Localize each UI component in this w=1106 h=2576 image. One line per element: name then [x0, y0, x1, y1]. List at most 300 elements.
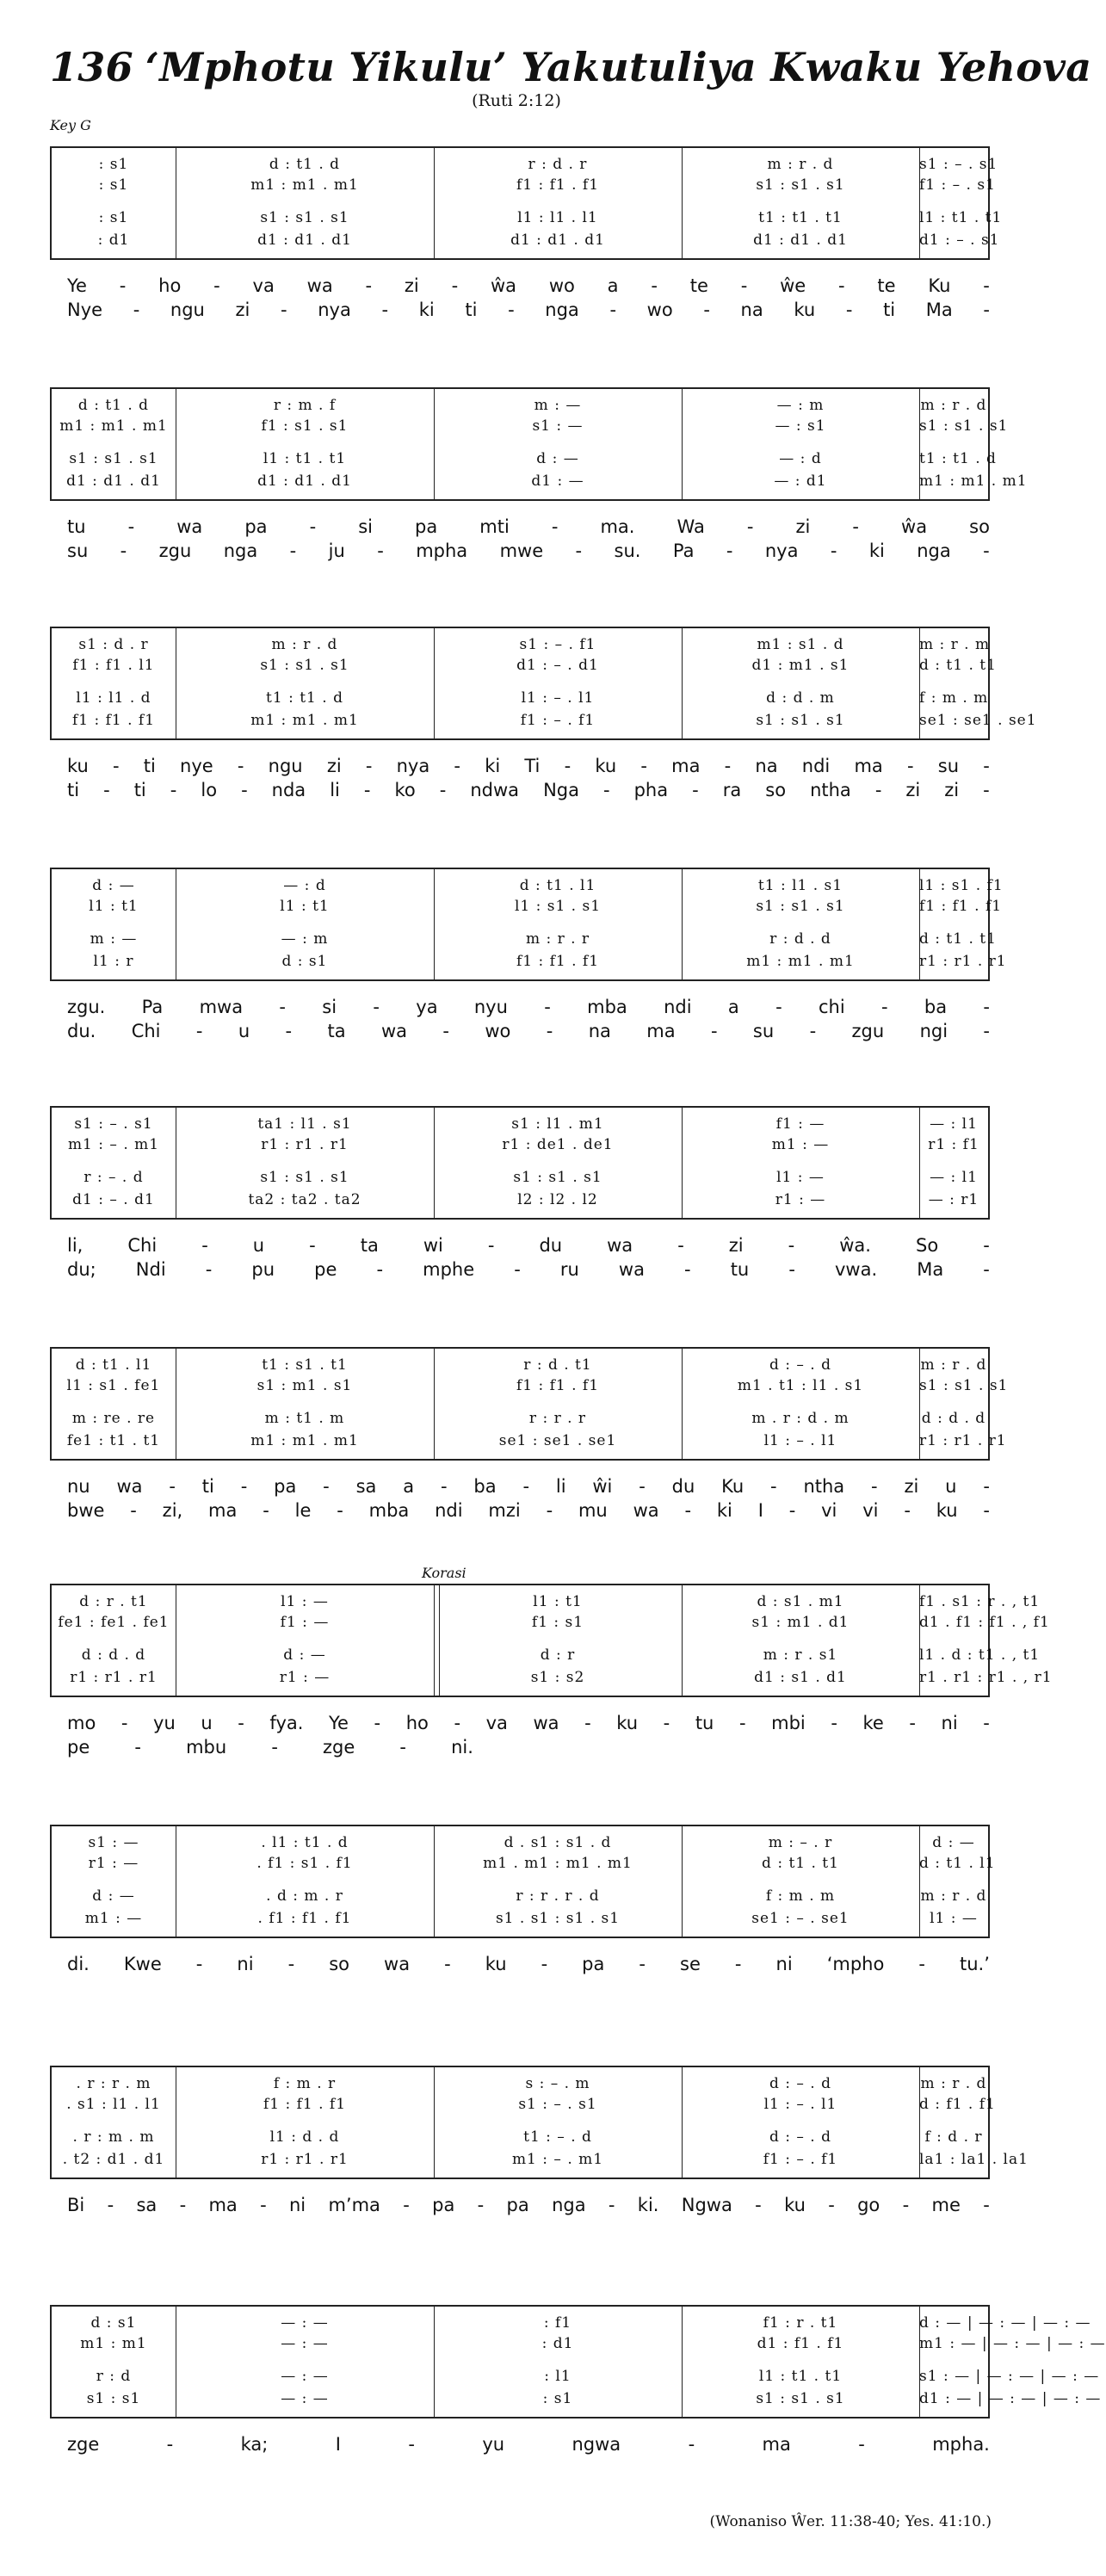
lyric-syllable: pa [415, 516, 438, 537]
note-cell: — : s1 [775, 417, 826, 435]
lyric-syllable: - [663, 1713, 670, 1733]
note-cell: f1 : f1 . f1 [516, 953, 600, 970]
lyric-syllable: - [170, 780, 177, 800]
note-cell: fe1 : fe1 . fe1 [58, 1614, 170, 1631]
lyric-syllable: su. [614, 541, 641, 561]
lyric-syllable: I [335, 2434, 341, 2455]
note-cell: s1 : s1 . s1 [919, 1377, 1009, 1394]
note-cell: f : m . r [273, 2075, 337, 2092]
note-cell: s1 : s1 . s1 [919, 417, 1009, 435]
lyric-syllable: wa [116, 1476, 143, 1497]
lyric-syllable: pa [432, 2195, 455, 2215]
lyric-syllable: - [281, 300, 287, 320]
lyric-syllable: - [703, 300, 710, 320]
lyric-syllable: - [130, 1500, 137, 1521]
lyric-syllable: - [608, 2195, 615, 2215]
note-cell: s1 : s1 . s1 [260, 1169, 349, 1186]
lyric-syllable: Pa [141, 997, 164, 1017]
lyric-syllable: - [442, 1021, 449, 1041]
lyric-syllable: sa [136, 2195, 158, 2215]
lyric-syllable: - [983, 275, 990, 296]
lyric-syllable: nda [271, 780, 306, 800]
lyric-line [67, 1735, 473, 1759]
lyric-syllable: du. [67, 1021, 96, 1041]
note-cell: d : – . d [769, 1356, 831, 1374]
lyric-syllable: - [983, 1235, 990, 1256]
note-cell: l1 : t1 . t1 [919, 209, 1003, 226]
note-cell: — : — [281, 2368, 329, 2385]
lyric-syllable: - [522, 1476, 530, 1497]
lyric-syllable: Ngwa [681, 2195, 732, 2215]
note-cell: d : s1 . m1 [757, 1593, 844, 1610]
lyric-syllable: - [179, 2195, 187, 2215]
lyric-syllable: ndi [664, 997, 692, 1017]
lyric-syllable: wo [646, 300, 673, 320]
note-cell: s1 : s1 . s1 [756, 898, 845, 915]
lyric-syllable: - [906, 756, 914, 776]
note-cell: f1 : — [775, 1115, 825, 1133]
lyric-line [67, 515, 990, 539]
lyric-syllable: me [931, 2195, 961, 2215]
note-cell: l1 : l1 . l1 [517, 209, 598, 226]
note-cell: ta2 : ta2 . ta2 [248, 1191, 361, 1208]
lyric-syllable: Pa [672, 541, 695, 561]
note-cell: l1 : t1 [533, 1593, 583, 1610]
lyric-syllable: mba [587, 997, 627, 1017]
lyrics-block [50, 1474, 990, 1526]
lyric-syllable: ni [941, 1713, 958, 1733]
note-cell: d . s1 : s1 . d [504, 1834, 612, 1851]
music-system [50, 1825, 996, 1938]
lyric-syllable: te [877, 275, 896, 296]
lyric-syllable: sa [355, 1476, 377, 1497]
lyric-syllable: - [263, 1500, 269, 1521]
lyric-syllable: ku [485, 1954, 507, 1974]
voice-row [52, 1907, 988, 1930]
lyric-syllable: - [289, 541, 297, 561]
note-cell: l1 : t1 . t1 [263, 450, 347, 467]
note-cell: — : l1 [930, 1169, 978, 1186]
lyric-syllable: - [195, 1954, 203, 1974]
lyric-syllable: wo [485, 1021, 511, 1041]
note-cell: m1 : — [771, 1136, 830, 1153]
lyric-syllable: Wa [677, 516, 705, 537]
note-cell: se1 : – . se1 [751, 1910, 850, 1927]
voice-row [52, 687, 988, 709]
note-cell: s1 : – . f1 [519, 636, 596, 653]
lyric-syllable: - [133, 300, 140, 320]
note-cell: — : d1 [774, 473, 827, 490]
note-cell: m1 : m1 [80, 2335, 147, 2352]
note-cell: l1 : t1 [89, 898, 139, 915]
lyric-syllable: zi [795, 516, 811, 537]
note-cell: d : — [92, 877, 135, 894]
note-cell: r1 . r1 : r1 . , r1 [919, 1669, 1053, 1686]
lyric-syllable: nga [552, 2195, 586, 2215]
note-cell: — : — [281, 2335, 329, 2352]
note-cell: d : t1 . d [77, 397, 150, 414]
lyric-line [67, 1474, 990, 1498]
note-cell: f1 : f1 . f1 [516, 1377, 600, 1394]
lyric-syllable: mwa [199, 997, 244, 1017]
note-cell: la1 : la1 . la1 [919, 2151, 1029, 2168]
note-cell: r : r . r . d [516, 1887, 600, 1905]
note-cell: . l1 : t1 . d [261, 1834, 349, 1851]
lyric-syllable: - [237, 756, 244, 776]
lyric-syllable: - [238, 1713, 244, 1733]
note-cell: t1 : l1 . s1 [757, 877, 843, 894]
lyric-syllable: - [983, 1500, 990, 1521]
key-signature: Key G [50, 117, 91, 133]
note-cell: s : – . m [525, 2075, 590, 2092]
note-cell: m1 : m1 . m1 [250, 1432, 359, 1449]
lyric-syllable: nya [396, 756, 430, 776]
lyric-syllable: tu [67, 516, 86, 537]
note-cell: s1 : m1 . d1 [751, 1614, 850, 1631]
lyric-syllable: - [309, 1235, 316, 1256]
lyric-syllable: - [830, 541, 837, 561]
lyric-syllable: so [765, 780, 787, 800]
note-cell: : s1 [98, 209, 129, 226]
note-cell: s1 : — [88, 1834, 139, 1851]
note-cell: : l1 [544, 2368, 572, 2385]
note-cell: l1 : s1 . s1 [514, 898, 602, 915]
lyric-syllable: - [983, 2195, 990, 2215]
lyric-syllable: - [454, 1713, 461, 1733]
note-cell: m1 : m1 . m1 [919, 473, 1028, 490]
note-cell: r : r . r [528, 1410, 587, 1427]
lyric-syllable: ngu [170, 300, 205, 320]
lyric-syllable: - [640, 756, 647, 776]
lyric-syllable: zge [323, 1737, 355, 1757]
lyric-syllable: ti [67, 780, 80, 800]
voice-row [52, 874, 1004, 897]
lyric-syllable: li [330, 780, 340, 800]
lyric-syllable: go [857, 2195, 880, 2215]
lyric-syllable: su [752, 1021, 775, 1041]
lyric-syllable: - [195, 1021, 203, 1041]
note-cell: d : t1 . d [269, 156, 341, 173]
lyric-syllable: - [788, 1259, 795, 1280]
lyric-syllable: - [107, 2195, 114, 2215]
lyric-syllable: Ye [329, 1713, 349, 1733]
lyric-syllable: ta [360, 1235, 379, 1256]
lyric-syllable: wa [533, 1713, 559, 1733]
voice-row [52, 2126, 988, 2148]
lyric-syllable: - [639, 1954, 646, 1974]
lyric-line [67, 2193, 990, 2217]
note-cell: m1 . t1 : l1 . s1 [737, 1377, 864, 1394]
note-cell: . t2 : d1 . d1 [62, 2151, 165, 2168]
music-system [50, 627, 1037, 740]
lyric-syllable: pe [314, 1259, 337, 1280]
lyric-syllable: - [724, 756, 732, 776]
lyric-syllable: - [838, 275, 845, 296]
note-cell: m1 : m1 . m1 [250, 176, 359, 194]
voice-row [52, 1430, 1007, 1452]
note-cell: l1 : — [930, 1910, 978, 1927]
note-cell: l1 . d : t1 . , t1 [919, 1646, 1041, 1664]
note-cell: m : r . d [920, 1887, 987, 1905]
note-cell: fe1 : t1 . t1 [66, 1432, 161, 1449]
note-cell: t1 : – . d [523, 2128, 592, 2146]
note-cell: r1 : r1 . r1 [261, 2151, 349, 2168]
lyric-syllable: - [374, 1713, 381, 1733]
note-cell: — : r1 [928, 1191, 979, 1208]
lyric-syllable: - [692, 780, 699, 800]
note-cell: s1 : — | — : — | — : — [919, 2368, 1100, 2385]
note-cell: t1 : s1 . t1 [262, 1356, 348, 1374]
lyric-syllable: wa [633, 1500, 659, 1521]
note-cell: f : d . r [924, 2128, 983, 2146]
lyric-syllable: ma [671, 756, 701, 776]
note-cell: r1 : r1 . r1 [70, 1669, 158, 1686]
lyric-syllable: - [983, 756, 990, 776]
note-cell: d1 : – . s1 [919, 232, 1000, 249]
lyric-syllable: - [546, 1500, 553, 1521]
lyric-syllable: zgu. [67, 997, 106, 1017]
lyric-syllable: tu [730, 1259, 750, 1280]
lyric-syllable: mzi [488, 1500, 521, 1521]
lyric-syllable: Bi [67, 2195, 85, 2215]
voice-row [52, 1113, 988, 1135]
lyric-syllable: ‘mpho [826, 1954, 885, 1974]
lyric-syllable: - [858, 2434, 865, 2455]
note-cell: r : d . t1 [523, 1356, 592, 1374]
note-cell: — : m [776, 397, 825, 414]
note-cell: f1 : f1 . f1 [263, 2096, 347, 2113]
lyric-syllable: - [575, 541, 583, 561]
note-cell: d : r . t1 [79, 1593, 148, 1610]
lyric-syllable: ŵa [901, 516, 928, 537]
note-cell: — : d [779, 450, 822, 467]
lyric-syllable: di. [67, 1954, 90, 1974]
note-cell: m1 : – . m1 [511, 2151, 604, 2168]
lyric-syllable: Nye [67, 300, 103, 320]
lyrics-block [50, 1233, 990, 1285]
lyric-syllable: - [514, 1259, 521, 1280]
lyric-syllable: - [201, 1235, 208, 1256]
lyric-syllable: te [689, 275, 708, 296]
note-cell: f1 : f1 . l1 [72, 657, 155, 674]
note-cell: s1 : – . s1 [518, 2096, 597, 2113]
note-cell: f1 . s1 : r . , t1 [919, 1593, 1041, 1610]
lyric-syllable: ba [473, 1476, 497, 1497]
footer-references: (Wonaniso Ŵer. 11:38-40; Yes. 41:10.) [709, 2513, 992, 2530]
note-cell: d : — [932, 1834, 975, 1851]
voice-row [52, 709, 1037, 732]
lyric-syllable: nga [917, 541, 951, 561]
voice-row [52, 2073, 988, 2095]
lyrics-block [50, 515, 990, 566]
lyric-syllable: zi [904, 1476, 919, 1497]
lyric-syllable: - [831, 1713, 837, 1733]
voice-row [52, 950, 1007, 973]
lyric-syllable: - [775, 997, 782, 1017]
note-cell: d : t1 . l1 [919, 1855, 996, 1872]
lyric-syllable: ntha [810, 780, 851, 800]
lyric-line [67, 1952, 990, 1976]
lyric-syllable: ku [794, 300, 816, 320]
note-cell: d1 : d1 . d1 [257, 232, 352, 249]
note-cell: l2 : l2 . l2 [517, 1191, 598, 1208]
note-cell: s1 : s1 . s1 [513, 1169, 602, 1186]
hymn-title [50, 43, 1092, 91]
note-cell: f1 : f1 . f1 [71, 712, 156, 729]
note-cell: : d1 [541, 2335, 574, 2352]
note-cell: m : r . d [920, 2075, 987, 2092]
lyric-syllable: - [365, 275, 373, 296]
note-cell: m : – . r [768, 1834, 833, 1851]
lyric-syllable: li, [67, 1235, 83, 1256]
lyric-syllable: ho [405, 1713, 429, 1733]
lyric-line [67, 778, 990, 802]
lyric-syllable: - [544, 997, 551, 1017]
note-cell: m : r . d [767, 156, 834, 173]
note-cell: d : s1 [90, 2314, 137, 2332]
note-cell: l1 : l1 . d [76, 689, 151, 707]
lyric-syllable: pa [506, 2195, 529, 2215]
lyric-syllable: zi [944, 780, 960, 800]
lyric-syllable: wa [384, 1954, 411, 1974]
voice-row [52, 1611, 1050, 1634]
lyric-syllable: - [439, 780, 447, 800]
lyric-syllable: - [684, 1500, 692, 1521]
lyric-syllable: ki [418, 300, 435, 320]
lyric-syllable: - [285, 1021, 293, 1041]
note-cell: r1 : — [279, 1669, 331, 1686]
lyrics-block [50, 1952, 990, 2004]
lyric-syllable: tu.’ [959, 1954, 990, 1974]
lyric-syllable: zi [404, 275, 419, 296]
lyric-syllable: zi [235, 300, 250, 320]
note-cell: f1 : – . f1 [520, 712, 596, 729]
lyric-syllable: - [403, 2195, 410, 2215]
lyric-syllable: ŵi [592, 1476, 613, 1497]
note-cell: l1 : — [776, 1169, 825, 1186]
lyric-syllable: m’ma [328, 2195, 380, 2215]
note-cell: d1 : f1 . f1 [757, 2335, 844, 2352]
voice-row [52, 470, 1028, 492]
lyric-syllable: - [845, 300, 853, 320]
lyric-syllable: pha [633, 780, 669, 800]
lyric-syllable: ti [465, 300, 478, 320]
note-cell: r : d . d [769, 930, 831, 948]
note-cell: f1 : r . t1 [763, 2314, 838, 2332]
note-cell: d1 : d1 . d1 [66, 473, 161, 490]
lyric-syllable: - [127, 516, 135, 537]
lyric-syllable: su [937, 756, 960, 776]
lyric-syllable: - [205, 1259, 213, 1280]
note-cell: d : t1 . t1 [919, 930, 997, 948]
note-cell: r1 : — [775, 1191, 826, 1208]
lyric-syllable: ti [201, 1476, 214, 1497]
note-cell: d : t1 . t1 [762, 1855, 839, 1872]
note-cell: l1 : t1 [280, 898, 330, 915]
lyric-syllable: ke [862, 1713, 884, 1733]
lyric-syllable: le [294, 1500, 312, 1521]
lyric-syllable: mti [479, 516, 510, 537]
voice-row [52, 448, 997, 470]
lyric-syllable: Ku [928, 275, 951, 296]
note-cell: f1 : — [280, 1614, 330, 1631]
chorus-label: Korasi [422, 1565, 466, 1581]
voice-row [52, 229, 1000, 251]
lyrics-block [50, 995, 990, 1047]
lyric-syllable: wi [423, 1235, 443, 1256]
note-cell: r1 : r1 . r1 [919, 1432, 1007, 1449]
lyric-syllable: Nga [543, 780, 579, 800]
note-cell: d1 : – . d1 [516, 657, 599, 674]
note-cell: m : r . d [920, 1356, 987, 1374]
lyrics-block [50, 274, 990, 325]
scripture-reference: (Ruti 2:12) [472, 91, 561, 110]
lyric-syllable: ki [868, 541, 885, 561]
lyric-line [67, 539, 990, 563]
lyric-syllable: pa [244, 516, 268, 537]
note-cell: d : – . d [769, 2128, 831, 2146]
lyric-syllable: u [201, 1713, 213, 1733]
lyric-syllable: - [119, 275, 127, 296]
voice-row [52, 1666, 1053, 1689]
lyric-syllable: nga [223, 541, 258, 561]
lyric-syllable: u [238, 1021, 250, 1041]
lyric-syllable: zi, [162, 1500, 183, 1521]
note-cell: — : — [281, 2314, 329, 2332]
note-cell: d : t1 . l1 [75, 1356, 152, 1374]
lyric-syllable: se [680, 1954, 701, 1974]
lyric-line [67, 1257, 990, 1282]
lyric-syllable: so [329, 1954, 349, 1974]
lyric-syllable: nya [318, 300, 351, 320]
voice-row [52, 207, 1003, 229]
lyric-syllable: zgu [158, 541, 192, 561]
lyric-syllable: ngi [919, 1021, 948, 1041]
lyric-syllable: wa [607, 1235, 633, 1256]
lyric-syllable: - [871, 1476, 878, 1497]
note-cell: m1 : — [84, 1910, 143, 1927]
lyric-syllable: - [651, 275, 658, 296]
note-cell: r : – . d [83, 1169, 144, 1186]
lyric-syllable: mba [368, 1500, 410, 1521]
lyric-syllable: mbi [771, 1713, 806, 1733]
music-system [50, 868, 1007, 981]
lyric-syllable: ko [394, 780, 416, 800]
lyric-syllable: u [945, 1476, 957, 1497]
note-cell: d : d . d [81, 1646, 146, 1664]
note-cell: r1 : f1 [928, 1136, 979, 1153]
note-cell: f1 : f1 . f1 [919, 898, 1003, 915]
note-cell: m : t1 . m [264, 1410, 345, 1427]
note-cell: . r : r . m [76, 2075, 151, 2092]
note-cell: s1 : s1 [86, 2390, 141, 2407]
voice-row [52, 1134, 988, 1156]
lyric-syllable: ku [936, 1500, 958, 1521]
note-cell: s1 : s2 [530, 1669, 585, 1686]
note-cell: s1 : — [532, 417, 584, 435]
note-cell: f : m . m [765, 1887, 836, 1905]
lyric-syllable: ni [237, 1954, 254, 1974]
lyric-syllable: su [67, 541, 89, 561]
lyric-syllable: nu [67, 1476, 90, 1497]
lyric-syllable: ntha [803, 1476, 845, 1497]
lyric-syllable: - [241, 780, 248, 800]
note-cell: : f1 [543, 2314, 572, 2332]
lyric-syllable: - [487, 1235, 495, 1256]
lyric-syllable: ma [646, 1021, 676, 1041]
lyric-syllable: ma. [600, 516, 635, 537]
lyric-syllable: ju [328, 541, 345, 561]
